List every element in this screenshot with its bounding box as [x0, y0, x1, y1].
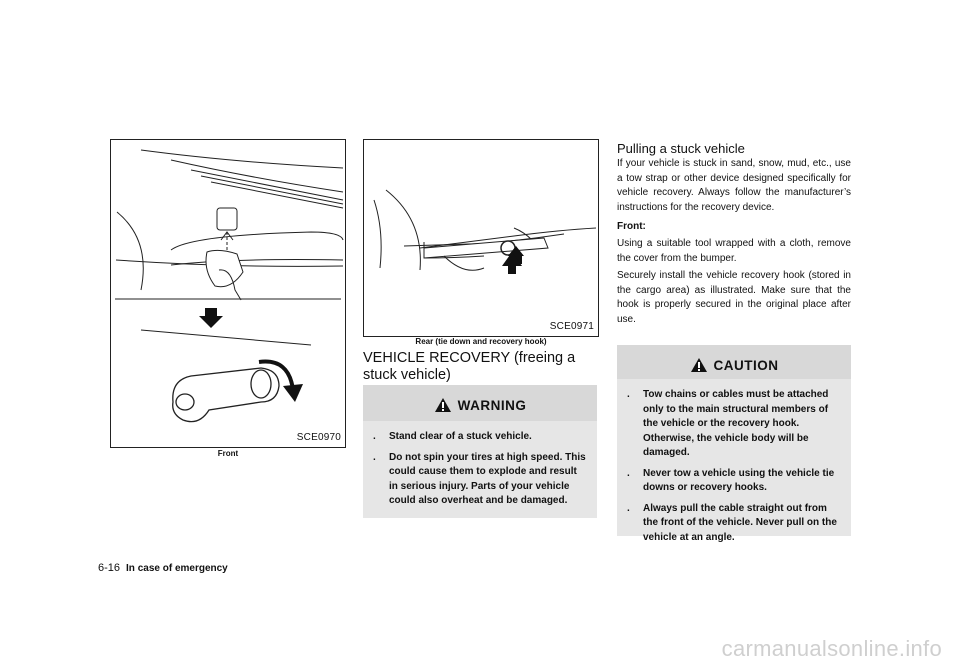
front-label: Front:	[617, 221, 646, 232]
figure-caption: Rear (tie down and recovery hook)	[415, 337, 547, 346]
warning-item: . Do not spin your tires at high speed. This could cause them to explode and result in serious injury. Parts of your vehicle could also overheat and be damaged.	[373, 451, 586, 506]
front-figure	[110, 139, 346, 448]
warning-box	[363, 385, 597, 518]
watermark: carmanualsonline.info	[721, 636, 942, 661]
warning-item: . Stand clear of a stuck vehicle.	[373, 431, 532, 442]
subsection-heading: Pulling a stuck vehicle	[617, 141, 745, 156]
step-one-paragraph: Using a suitable tool wrapped with a cloth, remove the cover from the bumper.	[617, 238, 851, 264]
warning-triangle-icon	[434, 397, 452, 413]
front-illustration	[111, 140, 345, 447]
page-footer	[98, 562, 228, 574]
caution-triangle-icon	[690, 357, 708, 373]
warning-title: WARNING	[457, 398, 527, 413]
section-name: In case of emergency	[126, 563, 228, 574]
caution-item: . Always pull the cable straight out from the front of the vehicle. Never pull on the vehicle at an angle.	[627, 502, 837, 543]
page-number: 6-16	[98, 562, 121, 574]
caution-item: . Never tow a vehicle using the vehicle tie downs or recovery hooks.	[627, 467, 835, 493]
caution-item: . Tow chains or cables must be attached only to the main structural members of the vehicle or the recovery hook. Otherwise, the vehicle body will be damaged.	[627, 389, 829, 458]
warning-list	[371, 430, 587, 515]
warning-body	[363, 421, 597, 518]
caution-title: CAUTION	[713, 358, 779, 373]
figure-caption: Front	[217, 449, 239, 458]
intro-paragraph: If your vehicle is stuck in sand, snow, mud, etc., use a tow strap or other device designed specifically for vehicle recovery. Always follow the manufacturer’s instructions for the recovery device.	[617, 158, 851, 213]
caution-list	[625, 388, 841, 551]
caution-box	[617, 345, 851, 543]
step-two-paragraph: Securely install the vehicle recovery hook (stored in the cargo area) as illustrated. Make sure that the hook is properly secured in the original place after use.	[617, 270, 851, 325]
caution-body	[617, 379, 851, 543]
figure-code: SCE0971	[549, 321, 594, 332]
rear-figure	[363, 139, 599, 337]
warning-title-row	[363, 397, 597, 413]
caution-title-row	[617, 357, 851, 373]
figure-code: SCE0970	[296, 432, 341, 443]
rear-illustration	[364, 140, 598, 336]
section-heading: VEHICLE RECOVERY (freeing a stuck vehicle)	[363, 350, 576, 383]
